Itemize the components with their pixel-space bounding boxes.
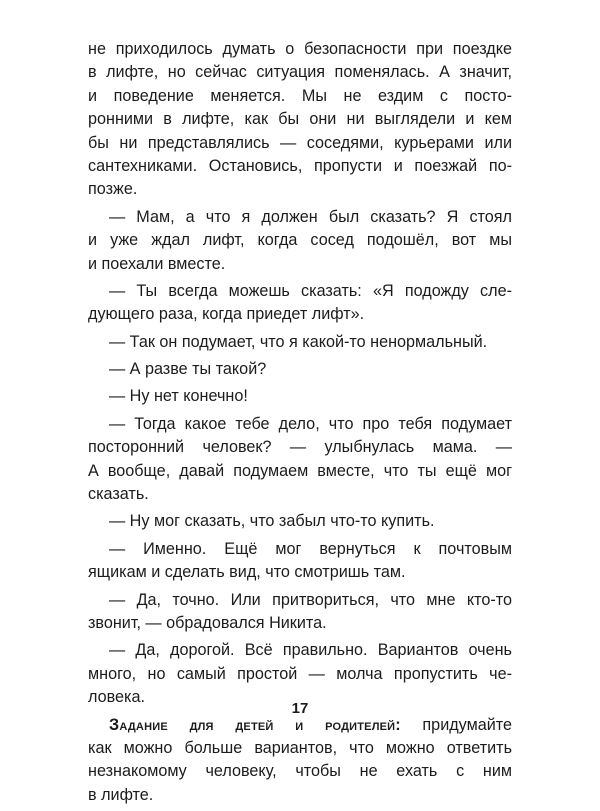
task-first-line [88, 714, 512, 737]
paragraph [88, 38, 512, 202]
text-line: бы ни представлялись — соседями, курьерами или [88, 133, 512, 152]
text-line: ящикам и сделать вид, что смотришь там. [88, 563, 406, 582]
task-block [88, 714, 512, 808]
text-line: — А разве ты такой? [109, 360, 267, 379]
text-line: и поехали вместе. [88, 254, 226, 273]
dialogue-paragraph [88, 385, 512, 408]
dialogue-paragraph [88, 358, 512, 381]
task-title: Задание для детей и родителей: [109, 715, 401, 734]
dialogue-paragraph [88, 510, 512, 533]
text-line: сантехниками. Остановись, пропусти и поезжай по- [88, 156, 512, 175]
text-line: — Так он подумает, что я какой-то ненормальный. [109, 332, 488, 351]
text-line: ловека. [88, 688, 145, 707]
text-line: и уже ждал лифт, когда сосед подошёл, вот мы [88, 231, 512, 250]
text-line: — Ну нет конечно! [109, 387, 248, 406]
dialogue-paragraph [88, 206, 512, 276]
text-line: звонит, — обрадовался Никита. [88, 613, 327, 632]
text-line: дующего раза, когда приедет лифт». [88, 305, 365, 324]
text-line: — Тогда какое тебе дело, что про тебя подумает [109, 414, 512, 433]
dialogue-paragraph [88, 589, 512, 636]
task-text: придумайте [422, 715, 512, 734]
text-line: — Именно. Ещё мог вернуться к почтовым [109, 539, 512, 558]
dialogue-paragraph [88, 413, 512, 507]
book-page-text [88, 38, 512, 811]
text-line: — Мам, а что я должен был сказать? Я стоял [109, 207, 512, 226]
text-line: не приходилось думать о безопасности при поездке [88, 40, 512, 58]
text-line: и поведение меняется. Мы не ездим с посто- [88, 86, 512, 105]
text-line: — Ну мог сказать, что забыл что-то купить. [109, 512, 435, 531]
text-line: ронними в лифте, как бы они ни выглядели и кем [88, 110, 512, 129]
text-line: в лифте. [88, 785, 154, 804]
dialogue-paragraph [88, 331, 512, 354]
dialogue-paragraph [88, 538, 512, 585]
page-number: 17 [291, 700, 309, 717]
text-line: в лифте, но сейчас ситуация поменялась. А значит, [88, 63, 512, 82]
text-line: — Да, точно. Или притвориться, что мне кто-то [109, 590, 512, 609]
text-line: как можно больше вариантов, что можно ответить [88, 738, 512, 757]
text-line: много, но самый простой — молча пропустить че- [88, 664, 512, 683]
text-line: незнакомому человеку, чтобы не ехать с ним [88, 762, 512, 781]
text-line: — Ты всегда можешь сказать: «Я подожду сле- [109, 281, 512, 300]
text-line: позже. [88, 180, 138, 199]
text-line: сказать. [88, 485, 149, 504]
dialogue-paragraph [88, 280, 512, 327]
text-line: — Да, дорогой. Всё правильно. Вариантов очень [109, 641, 512, 660]
text-line: А вообще, давай подумаем вместе, что ты ещё мог [88, 461, 512, 480]
text-line: посторонний человек? — улыбнулась мама. — [88, 438, 512, 457]
